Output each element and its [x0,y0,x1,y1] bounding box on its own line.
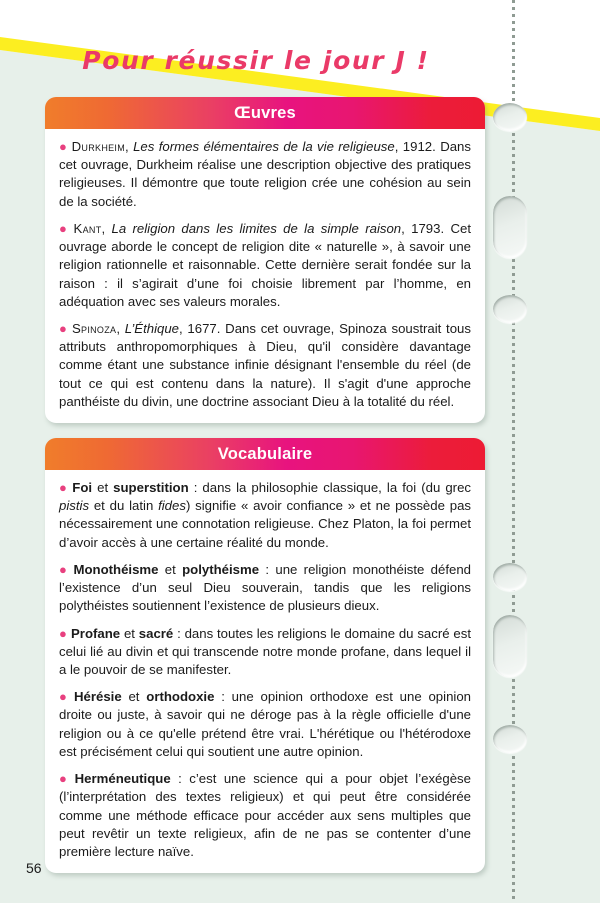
vocabulaire-card [45,438,485,873]
oeuvres-card [45,97,485,423]
vocabulary-entry [59,625,471,680]
vocabulary-foreign-word: pistis [59,498,90,514]
vocabulary-term: Herméneutique [74,771,171,787]
vocabulary-definition: : dans la philosophie classique, la foi (du grec [188,480,471,495]
vocabulary-term: Hérésie [74,689,122,705]
oeuvre-year: , 1912. [394,139,436,154]
bullet-icon: ● [59,139,68,154]
punch-hole-round [493,295,527,323]
oeuvre-author: Spinoza [71,320,117,336]
page-title: Pour réussir le jour J ! [82,46,430,75]
vocabulary-definition: : une religion monothéiste défend l’existence d’un seul Dieu souverain, tandis que les religions polythéistes soutiennent l’existence de plusieurs dieux. [59,561,471,614]
oeuvres-card-body [45,129,485,423]
bullet-icon: ● [59,771,71,787]
vocabulary-term: Profane [71,625,121,641]
oeuvre-entry [59,320,471,411]
bullet-icon: ● [59,480,69,495]
vocabulary-conjunction: et [120,625,139,641]
vocabulary-entry [59,688,471,761]
vocabulary-definition: : une opinion orthodoxe est une opinion droite ou juste, à savoir qui ne déroge pas à la règle officielle d'une religion ou à ce qu'elle prétend être vrai. L'hérétique ou l'hétérodoxe est précisément celui qui soutient une autre opinion. [59,689,471,759]
bullet-icon: ● [59,625,68,641]
oeuvre-separator: , [125,139,134,154]
oeuvre-author: Kant [73,220,102,236]
perforation-dotted-line [512,0,515,903]
vocabulary-foreign-word: fides [158,498,186,514]
oeuvre-title: Les formes élémentaires de la vie religieuse [133,139,395,154]
bullet-icon: ● [59,689,70,705]
vocabulary-conjunction: et [121,689,147,705]
vocabulary-term: Monothéisme [73,561,159,577]
vocabulary-entry [59,770,471,861]
vocabulary-conjunction: et [92,480,114,495]
vocabulary-conjunction: et [158,561,183,577]
oeuvre-year: , 1677. [179,320,221,336]
page-number: 56 [26,860,42,876]
oeuvre-year: , 1793. [401,220,445,236]
punch-hole-round [493,103,527,131]
vocabulary-entry [59,561,471,616]
oeuvre-description: Dans cet ouvrage, Spinoza soustrait tous attributs anthropomorphiques à Dieu, qu'il considère davantage comme étant une substance infinie désignant l'ensemble du réel (de tout ce qui est contenu dans la nature). Il s'agit d'une approche panthéiste du divin, une doctrine associant Dieu à la totalité du réel. [59,320,471,409]
oeuvre-title: L’Éthique [124,320,180,336]
oeuvre-description: Dans cet ouvrage, Durkheim réalise une description objective des pratiques religieuses. Il démontre que toute religion crée une cohésion au sein de la société. [59,139,471,209]
vocabulary-term: orthodoxie [146,689,215,705]
bullet-icon: ● [59,220,70,236]
vocabulary-term: sacré [138,625,174,641]
vocabulary-term: Foi [72,480,93,495]
punch-hole-round [493,563,527,591]
oeuvres-card-header: Œuvres [45,97,485,129]
vocabulaire-card-body [45,470,485,873]
punch-hole-capsule [493,196,527,258]
vocabulary-definition: ) signifie « avoir confiance » et ne possède pas nécessairement une connotation religieuse. Chez Platon, la foi permet d’avoir accès à une certaine réalité du monde. [59,498,471,550]
vocabulaire-card-header: Vocabulaire [45,438,485,470]
oeuvre-entry [59,220,471,311]
oeuvre-entry [59,138,471,211]
bullet-icon: ● [59,320,68,336]
punch-hole-round [493,725,527,753]
vocabulary-term: polythéisme [182,561,260,577]
oeuvre-author: Durkheim [71,139,126,154]
vocabulary-definition: : c’est une science qui a pour objet l’exégèse (l’interprétation des textes religieux) et qui peut être considérée comme une méthode efficace pour accéder aux sens multiples que peut revêtir un texte religieux, afin de ne pas se contenter d’une première lecture naïve. [59,771,471,859]
oeuvre-title: La religion dans les limites de la simple raison [111,220,402,236]
oeuvre-description: Cet ouvrage aborde le concept de religion dite « naturelle », à savoir une religion rationnelle et raisonnable. Cette dernière serait fondée sur la raison : il s’agirait d’une foi choisie librement par l’homme, en adéquation avec ses valeurs morales. [59,220,472,309]
oeuvre-separator: , [116,320,125,336]
vocabulary-entry [59,479,471,552]
oeuvre-separator: , [101,220,112,236]
vocabulary-term: superstition [113,480,189,495]
vocabulary-definition: : dans toutes les religions le domaine du sacré est celui lié au divin et qui transcende notre monde profane, dans lequel il a le pouvoir de se manifester. [59,625,472,677]
vocabulary-definition: et du latin [89,498,159,514]
punch-hole-capsule [493,615,527,677]
bullet-icon: ● [59,561,70,577]
